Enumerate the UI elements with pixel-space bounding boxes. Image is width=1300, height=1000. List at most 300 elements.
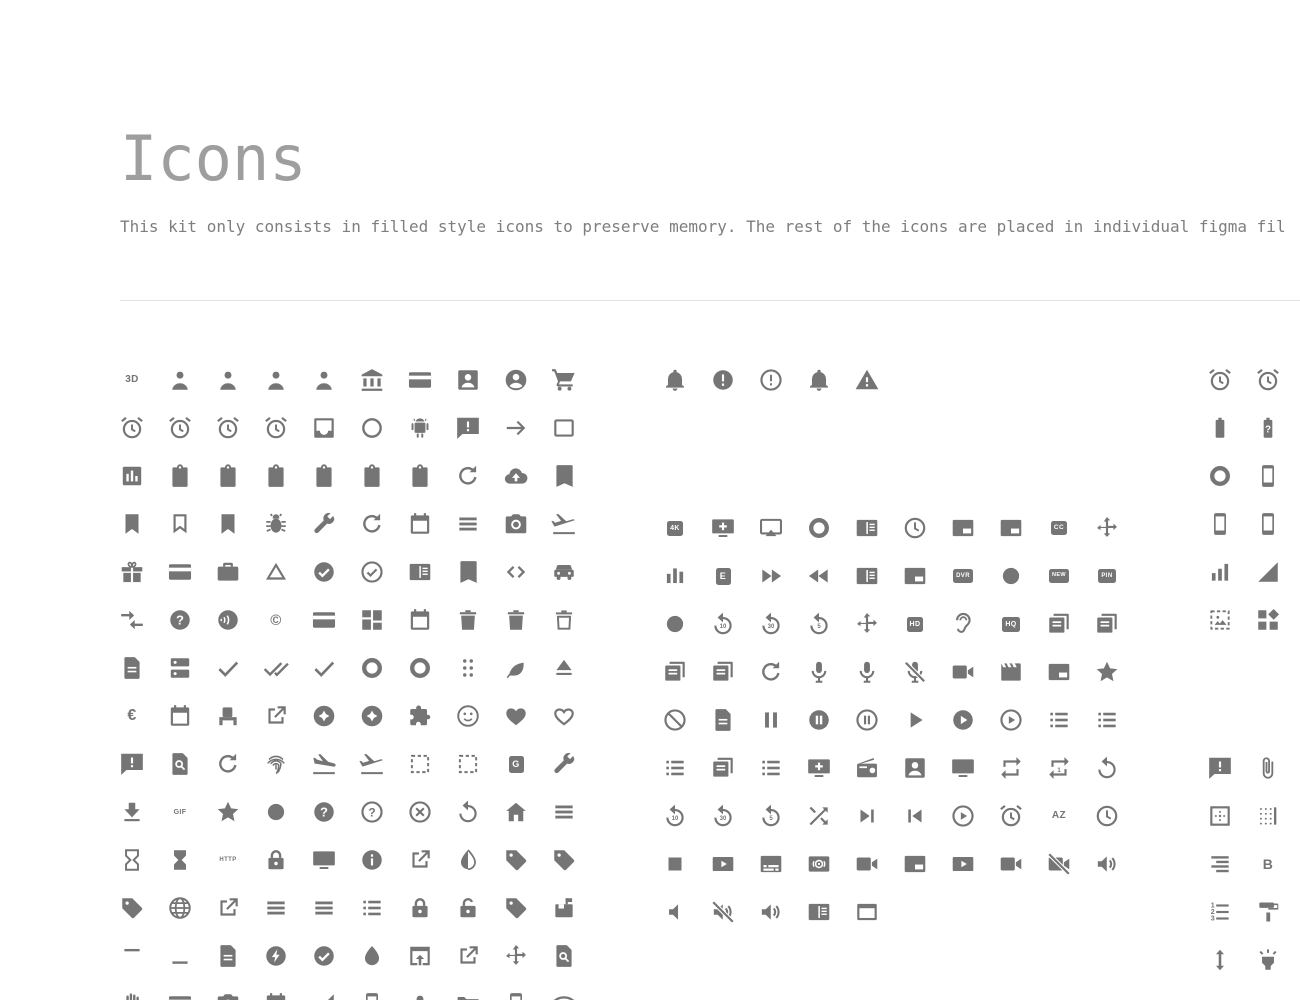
account_box-icon[interactable] (444, 356, 492, 404)
contactless-icon[interactable] (204, 596, 252, 644)
bookmark_border-icon[interactable] (156, 500, 204, 548)
info-icon[interactable] (348, 836, 396, 884)
data_usage-icon[interactable] (1196, 452, 1244, 500)
explicit-icon[interactable] (699, 552, 747, 600)
perm_identity-glyph (407, 991, 433, 1000)
commute-glyph (551, 559, 577, 585)
note-icon[interactable] (699, 696, 747, 744)
delete-icon[interactable] (444, 596, 492, 644)
minimize-icon[interactable] (156, 932, 204, 980)
extension-icon[interactable] (396, 692, 444, 740)
markunread_mailbox-icon[interactable] (540, 884, 588, 932)
hd-icon[interactable] (891, 600, 939, 648)
line_weight-icon[interactable] (300, 884, 348, 932)
https-icon[interactable] (252, 836, 300, 884)
account_balance-icon[interactable] (348, 356, 396, 404)
add_to_queue-icon[interactable] (699, 504, 747, 552)
queue_play_next-icon[interactable] (795, 744, 843, 792)
replay_10-number-label: 10 (671, 816, 679, 823)
highlight-icon[interactable] (1244, 936, 1292, 984)
group_work-icon[interactable] (252, 788, 300, 836)
input-icon[interactable] (396, 836, 444, 884)
fast_forward-icon[interactable] (747, 552, 795, 600)
add_alert-icon[interactable] (651, 356, 699, 404)
fingerprint-icon[interactable] (252, 740, 300, 788)
snooze-icon[interactable] (987, 792, 1035, 840)
music_video-icon[interactable] (1035, 648, 1083, 696)
playlist_play-icon[interactable] (651, 744, 699, 792)
video_label-icon[interactable] (891, 840, 939, 888)
video_library-icon[interactable] (939, 840, 987, 888)
delete-glyph (455, 607, 481, 633)
note_add-icon[interactable] (204, 932, 252, 980)
get_app-icon[interactable] (108, 788, 156, 836)
eco-icon[interactable] (492, 644, 540, 692)
mic_off-icon[interactable] (891, 648, 939, 696)
library_books-icon[interactable] (651, 648, 699, 696)
donut_large-icon[interactable] (348, 644, 396, 692)
assignment_return-icon[interactable] (300, 452, 348, 500)
bookmark-icon[interactable] (108, 500, 156, 548)
grade-icon[interactable] (204, 788, 252, 836)
line_style-icon[interactable] (252, 884, 300, 932)
android-glyph (407, 415, 433, 441)
repeat-icon[interactable] (987, 744, 1035, 792)
accessibility_new-icon[interactable] (204, 356, 252, 404)
replay_30-icon[interactable] (699, 792, 747, 840)
assignment_late-icon[interactable] (252, 452, 300, 500)
error_outline-icon[interactable] (747, 356, 795, 404)
delete_outline-icon[interactable] (540, 596, 588, 644)
pageview-icon[interactable] (540, 932, 588, 980)
featured_video-icon[interactable] (891, 552, 939, 600)
class-glyph (455, 559, 481, 585)
change_history-icon[interactable] (252, 548, 300, 596)
done_outline-icon[interactable] (300, 644, 348, 692)
widgets-icon[interactable] (1244, 596, 1292, 644)
play_circle_outline-icon[interactable] (987, 696, 1035, 744)
signal_cellular_connected_no_internet_4_bar-icon[interactable] (1244, 548, 1292, 596)
event_seat-icon[interactable] (204, 692, 252, 740)
aspect_ratio-glyph (551, 415, 577, 441)
copyright-icon[interactable] (252, 596, 300, 644)
announcement-icon[interactable] (444, 404, 492, 452)
description-icon[interactable] (108, 644, 156, 692)
cached-icon[interactable] (348, 500, 396, 548)
library_music-icon[interactable] (699, 648, 747, 696)
replay-icon[interactable] (1083, 744, 1131, 792)
help_outline-icon[interactable] (348, 788, 396, 836)
slow_motion_video-icon[interactable] (939, 792, 987, 840)
maximize-icon[interactable] (108, 932, 156, 980)
label_important-icon[interactable] (540, 836, 588, 884)
icon-grid-action (108, 356, 588, 1000)
alarm_on-icon[interactable] (252, 404, 300, 452)
horizontal_split-icon[interactable] (540, 788, 588, 836)
backup-icon[interactable] (492, 452, 540, 500)
open_in_browser-icon[interactable] (396, 932, 444, 980)
find_in_page-icon[interactable] (156, 740, 204, 788)
high_quality-icon[interactable] (987, 600, 1035, 648)
perm_data_setting-icon[interactable] (300, 980, 348, 1000)
pan_tool-icon[interactable] (108, 980, 156, 1000)
perm_camera_mic-icon[interactable] (204, 980, 252, 1000)
delete_outline-glyph (551, 607, 577, 633)
assessment-glyph (119, 463, 145, 489)
videocam-icon[interactable] (987, 840, 1035, 888)
check_circle_outline-icon[interactable] (348, 548, 396, 596)
accessible-icon[interactable] (252, 356, 300, 404)
history-icon[interactable] (444, 788, 492, 836)
forward_5-number-label: 5 (817, 624, 821, 631)
volume_mute-icon[interactable] (651, 888, 699, 936)
fiber_smart_record-icon[interactable] (651, 600, 699, 648)
assignment_late-glyph (263, 463, 289, 489)
access_alarm-icon[interactable] (1196, 356, 1244, 404)
favorite-icon[interactable] (492, 692, 540, 740)
4k-icon[interactable] (651, 504, 699, 552)
art_track-glyph (854, 515, 880, 541)
playlist_add_check-glyph (1094, 707, 1120, 733)
format_bold-icon[interactable] (1244, 840, 1292, 888)
highlight-glyph (1255, 947, 1281, 973)
account_balance_wallet-icon[interactable] (396, 356, 444, 404)
perm_device_information-icon[interactable] (348, 980, 396, 1000)
face-icon[interactable] (444, 692, 492, 740)
developer_mode-icon[interactable] (1244, 452, 1292, 500)
signal_cellular_alt-glyph (1207, 559, 1233, 585)
hourglass_empty-icon[interactable] (108, 836, 156, 884)
card_membership-icon[interactable] (156, 548, 204, 596)
videocam_off-glyph (1046, 851, 1072, 877)
list-icon[interactable] (348, 884, 396, 932)
wallpaper-icon[interactable] (1196, 596, 1244, 644)
highlight_off-icon[interactable] (396, 788, 444, 836)
play_circle_filled-icon[interactable] (939, 696, 987, 744)
fiber_dvr-icon[interactable] (939, 552, 987, 600)
mic_none-icon[interactable] (843, 648, 891, 696)
perm_identity-icon[interactable] (396, 980, 444, 1000)
alarm_add-icon[interactable] (156, 404, 204, 452)
gavel-icon[interactable] (540, 740, 588, 788)
3d_rotation-icon[interactable] (108, 356, 156, 404)
gif-icon[interactable] (156, 788, 204, 836)
note_add-glyph (215, 943, 241, 969)
euro_symbol-icon[interactable] (108, 692, 156, 740)
accessible_forward-icon[interactable] (300, 356, 348, 404)
repeat_one-icon[interactable] (1035, 744, 1083, 792)
drag_indicator-icon[interactable] (444, 644, 492, 692)
stop-icon[interactable] (651, 840, 699, 888)
dashboard-icon[interactable] (348, 596, 396, 644)
sort_by_alpha-glyph: AZ (1051, 810, 1067, 821)
mic-icon[interactable] (795, 648, 843, 696)
hearing-icon[interactable] (939, 600, 987, 648)
copyright-glyph: © (270, 611, 282, 629)
border_outer-icon[interactable] (1196, 792, 1244, 840)
subscriptions-glyph (710, 851, 736, 877)
video_call-icon[interactable] (843, 840, 891, 888)
playlist_add_check-icon[interactable] (1083, 696, 1131, 744)
skip_previous-icon[interactable] (891, 792, 939, 840)
attach_file-icon[interactable] (1244, 744, 1292, 792)
sort_by_alpha-icon[interactable] (1035, 792, 1083, 840)
closed_caption-glyph: CC (1051, 521, 1067, 536)
developer_mode-glyph (1255, 463, 1281, 489)
radio-icon[interactable] (843, 744, 891, 792)
airplay-icon[interactable] (747, 504, 795, 552)
eject-icon[interactable] (540, 644, 588, 692)
arrow_right_alt-glyph (503, 415, 529, 441)
label-glyph (503, 847, 529, 873)
commute-icon[interactable] (540, 548, 588, 596)
missed_video_call-glyph (950, 659, 976, 685)
error-icon[interactable] (699, 356, 747, 404)
offline_pin-icon[interactable] (300, 932, 348, 980)
calendar_view_day-glyph (455, 511, 481, 537)
assignment_turned_in-icon[interactable] (396, 452, 444, 500)
battery_std-icon[interactable] (1196, 404, 1244, 452)
fiber_new-icon[interactable] (1035, 552, 1083, 600)
closed_caption-icon[interactable] (1035, 504, 1083, 552)
speed-icon[interactable] (1083, 792, 1131, 840)
all_out-icon[interactable] (348, 404, 396, 452)
bookmarks-icon[interactable] (204, 500, 252, 548)
http-icon[interactable] (204, 836, 252, 884)
height-icon[interactable] (1196, 936, 1244, 984)
access_alarms-icon[interactable] (1244, 356, 1292, 404)
movie-icon[interactable] (987, 648, 1035, 696)
perm_media-icon[interactable] (444, 980, 492, 1000)
loyalty-icon[interactable] (492, 884, 540, 932)
add_shopping_cart-icon[interactable] (540, 356, 588, 404)
pause_circle_outline-icon[interactable] (843, 696, 891, 744)
add_comment-icon[interactable] (1196, 744, 1244, 792)
loop-glyph (758, 659, 784, 685)
markunread_mailbox-glyph (551, 895, 577, 921)
compare_arrows-icon[interactable] (108, 596, 156, 644)
perm_contact_calendar-glyph (263, 991, 289, 1000)
remove_from_queue-glyph (950, 755, 976, 781)
pause-icon[interactable] (747, 696, 795, 744)
lock_open-icon[interactable] (444, 884, 492, 932)
volume_up-icon[interactable] (747, 888, 795, 936)
invert_colors-icon[interactable] (444, 836, 492, 884)
queue-icon[interactable] (699, 744, 747, 792)
equalizer-icon[interactable] (651, 552, 699, 600)
important_devices-icon[interactable] (300, 836, 348, 884)
skip_next-icon[interactable] (843, 792, 891, 840)
pause_circle_filled-icon[interactable] (795, 696, 843, 744)
replay_10-icon[interactable] (651, 792, 699, 840)
signal_cellular_alt-icon[interactable] (1196, 548, 1244, 596)
favorite_border-icon[interactable] (540, 692, 588, 740)
home-glyph (503, 799, 529, 825)
volume_up-glyph (758, 899, 784, 925)
surround_sound-icon[interactable] (795, 840, 843, 888)
perm_phone_msg-icon[interactable] (492, 980, 540, 1000)
assignment_returned-icon[interactable] (348, 452, 396, 500)
dns-icon[interactable] (156, 644, 204, 692)
mobile_off-icon[interactable] (1244, 500, 1292, 548)
donut_small-icon[interactable] (396, 644, 444, 692)
subtitles-icon[interactable] (747, 840, 795, 888)
games-icon[interactable] (843, 600, 891, 648)
arrow_right_alt-icon[interactable] (492, 404, 540, 452)
perm_contact_calendar-icon[interactable] (252, 980, 300, 1000)
aspect_ratio-icon[interactable] (540, 404, 588, 452)
lock-icon[interactable] (396, 884, 444, 932)
fast_rewind-icon[interactable] (795, 552, 843, 600)
format_align_right-icon[interactable] (1196, 840, 1244, 888)
flight_land-icon[interactable] (300, 740, 348, 788)
assessment-icon[interactable] (108, 452, 156, 500)
fiber_manual_record-icon[interactable] (987, 552, 1035, 600)
find_replace-icon[interactable] (204, 740, 252, 788)
flip_to_back-glyph (407, 751, 433, 777)
extension-glyph (407, 703, 433, 729)
all_inbox-icon[interactable] (300, 404, 348, 452)
calendar_view_day-icon[interactable] (444, 500, 492, 548)
code-glyph (503, 559, 529, 585)
launch-icon[interactable] (204, 884, 252, 932)
calendar_today-icon[interactable] (396, 500, 444, 548)
wallpaper-glyph (1207, 607, 1233, 633)
forward_30-icon[interactable] (747, 600, 795, 648)
contact_support-icon[interactable] (156, 596, 204, 644)
fiber_pin-icon[interactable] (1083, 552, 1131, 600)
card_travel-icon[interactable] (204, 548, 252, 596)
class-icon[interactable] (444, 548, 492, 596)
cancel_schedule_send-icon[interactable] (540, 500, 588, 548)
play_arrow-icon[interactable] (891, 696, 939, 744)
build-icon[interactable] (300, 500, 348, 548)
branding_watermark-icon[interactable] (939, 504, 987, 552)
g_translate-glyph: G (509, 756, 524, 773)
video_library-glyph (950, 851, 976, 877)
camera_enhance-icon[interactable] (492, 500, 540, 548)
autorenew-icon[interactable] (444, 452, 492, 500)
av_timer-icon[interactable] (891, 504, 939, 552)
assignment-icon[interactable] (156, 452, 204, 500)
format_paint-icon[interactable] (1244, 888, 1292, 936)
explore_off-icon[interactable] (348, 692, 396, 740)
playlist_add-icon[interactable] (1035, 696, 1083, 744)
payment-icon[interactable] (156, 980, 204, 1000)
format_list_numbered-icon[interactable] (1196, 888, 1244, 936)
not_interested-icon[interactable] (651, 696, 699, 744)
warning-icon[interactable] (843, 356, 891, 404)
g_translate-icon[interactable] (492, 740, 540, 788)
flip_to_back-icon[interactable] (396, 740, 444, 788)
loop-icon[interactable] (747, 648, 795, 696)
android-icon[interactable] (396, 404, 444, 452)
opacity-icon[interactable] (348, 932, 396, 980)
featured_play_list-icon[interactable] (843, 552, 891, 600)
recent_actors-icon[interactable] (891, 744, 939, 792)
call_to_action-icon[interactable] (987, 504, 1035, 552)
language-icon[interactable] (156, 884, 204, 932)
offline_bolt-icon[interactable] (252, 932, 300, 980)
book-icon[interactable] (540, 452, 588, 500)
forward_5-icon[interactable] (795, 600, 843, 648)
assignment_ind-icon[interactable] (204, 452, 252, 500)
volume_off-glyph (710, 899, 736, 925)
volume_off-icon[interactable] (699, 888, 747, 936)
battery_unknown-icon[interactable] (1244, 404, 1292, 452)
chrome_reader_mode-icon[interactable] (396, 548, 444, 596)
delete_forever-icon[interactable] (492, 596, 540, 644)
missed_video_call-icon[interactable] (939, 648, 987, 696)
web-icon[interactable] (795, 888, 843, 936)
account_circle-icon[interactable] (492, 356, 540, 404)
mobile_friendly-icon[interactable] (1196, 500, 1244, 548)
favorite-glyph (503, 703, 529, 729)
pan_tool-glyph (119, 991, 145, 1000)
shuffle-icon[interactable] (795, 792, 843, 840)
explore-icon[interactable] (300, 692, 348, 740)
date_range-icon[interactable] (396, 596, 444, 644)
help-glyph (311, 799, 337, 825)
help-icon[interactable] (300, 788, 348, 836)
done-icon[interactable] (204, 644, 252, 692)
check_circle-icon[interactable] (300, 548, 348, 596)
done_all-icon[interactable] (252, 644, 300, 692)
announcement-glyph (455, 415, 481, 441)
code-icon[interactable] (492, 548, 540, 596)
label-icon[interactable] (492, 836, 540, 884)
alarm-icon[interactable] (108, 404, 156, 452)
open_with-icon[interactable] (492, 932, 540, 980)
library_add_check-icon[interactable] (1083, 600, 1131, 648)
open_in_new-icon[interactable] (444, 932, 492, 980)
album-icon[interactable] (795, 504, 843, 552)
flight_takeoff-icon[interactable] (348, 740, 396, 788)
border_right-icon[interactable] (1244, 792, 1292, 840)
art_track-icon[interactable] (843, 504, 891, 552)
library_add-icon[interactable] (1035, 600, 1083, 648)
accessibility-icon[interactable] (156, 356, 204, 404)
control_camera-icon[interactable] (1083, 504, 1131, 552)
home-icon[interactable] (492, 788, 540, 836)
event-icon[interactable] (156, 692, 204, 740)
label_off-icon[interactable] (108, 884, 156, 932)
new_releases-glyph (1094, 659, 1120, 685)
alarm_off-icon[interactable] (204, 404, 252, 452)
bookmark-glyph (119, 511, 145, 537)
subscriptions-icon[interactable] (699, 840, 747, 888)
videocam_off-icon[interactable] (1035, 840, 1083, 888)
perm_scan_wifi-icon[interactable] (540, 980, 588, 1000)
new_releases-icon[interactable] (1083, 648, 1131, 696)
bug_report-icon[interactable] (252, 500, 300, 548)
volume_down-icon[interactable] (1083, 840, 1131, 888)
notification_important-icon[interactable] (795, 356, 843, 404)
web_asset-icon[interactable] (843, 888, 891, 936)
not_interested-glyph (662, 707, 688, 733)
remove_from_queue-icon[interactable] (939, 744, 987, 792)
replay_5-icon[interactable] (747, 792, 795, 840)
hourglass_full-icon[interactable] (156, 836, 204, 884)
forward_10-icon[interactable] (699, 600, 747, 648)
credit_card-icon[interactable] (300, 596, 348, 644)
feedback-icon[interactable] (108, 740, 156, 788)
offline_bolt-glyph (263, 943, 289, 969)
card_giftcard-icon[interactable] (108, 548, 156, 596)
flip_to_front-icon[interactable] (444, 740, 492, 788)
exit_to_app-icon[interactable] (252, 692, 300, 740)
queue_music-icon[interactable] (747, 744, 795, 792)
